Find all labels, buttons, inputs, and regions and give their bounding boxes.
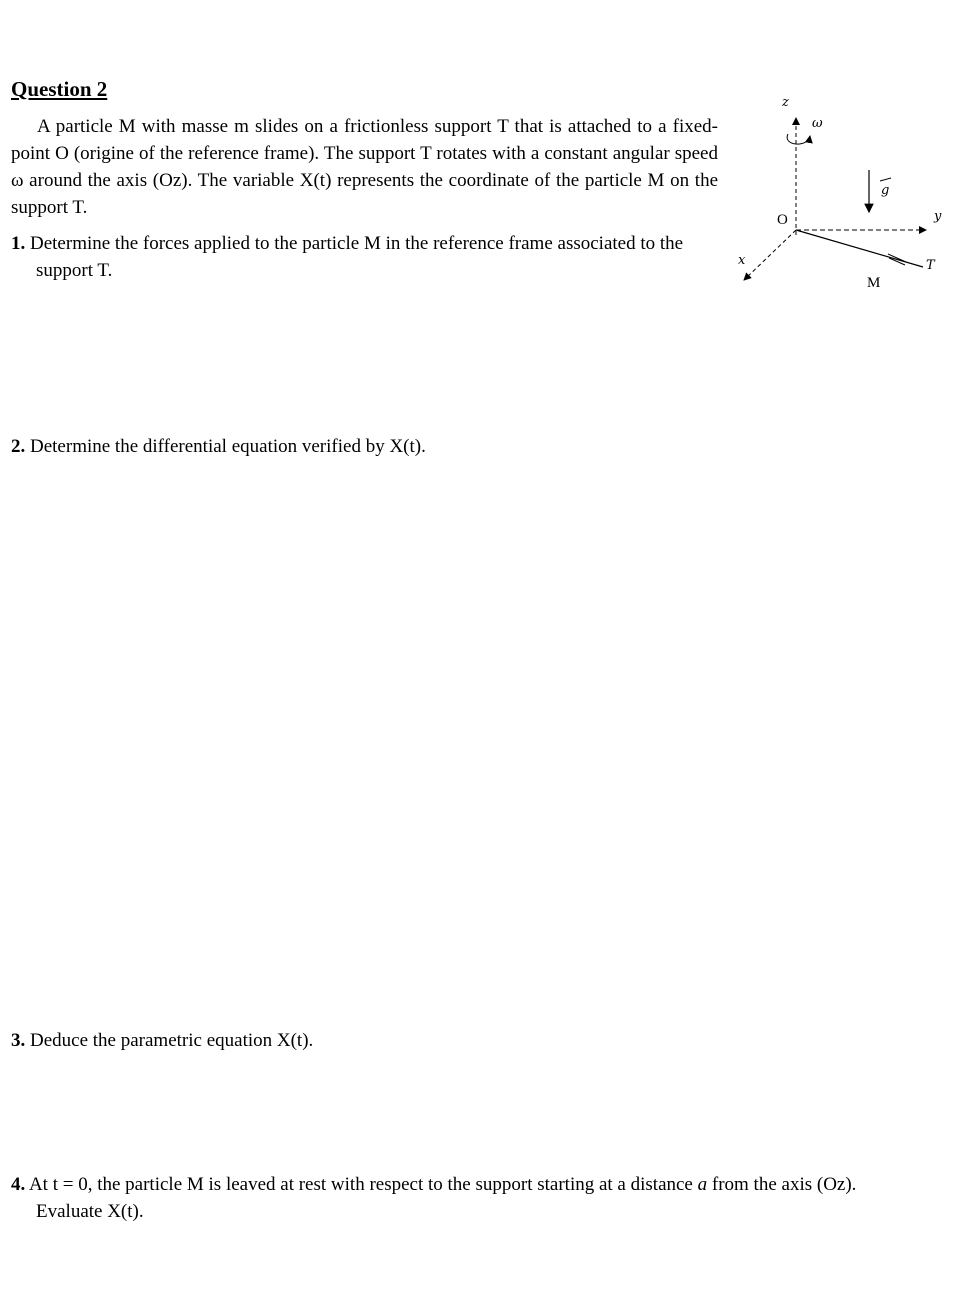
part-2 (11, 434, 896, 461)
part-4-text-before: At t = 0, the particle M is leaved at rest with respect to the support starting at a distance (25, 1174, 698, 1195)
x-axis-label: x (738, 253, 746, 268)
part-4-distance-a: a (697, 1174, 708, 1195)
omega-label: ω (812, 116, 823, 131)
part-3-number: 3. (11, 1030, 26, 1051)
origin-label: O (777, 212, 788, 228)
particle-label: M (867, 275, 881, 291)
problem-statement: A particle M with masse m slides on a frictionless support T that is attached to a fixed-point O (origine of the reference frame). The support T rotates with a constant angular speed ω around the axis (Oz). The variable X(t) represents the coordinate of the particle M on the support T. (11, 116, 718, 218)
part-4-number: 4. (11, 1174, 26, 1195)
part-1-text: Determine the forces applied to the particle M in the reference frame associated to the support T. (25, 233, 684, 281)
question-heading: Question 2 (11, 77, 108, 101)
y-axis-label: y (934, 209, 942, 224)
rotating-support-diagram (730, 90, 960, 300)
part-2-number: 2. (11, 436, 26, 457)
part-3-text: Deduce the parametric equation X(t). (25, 1030, 314, 1051)
part-1 (11, 231, 720, 284)
part-1-number: 1. (11, 233, 26, 254)
part-4-text-after: from the axis (Oz). Evaluate X(t). (36, 1174, 857, 1222)
rotation-arrow-icon (787, 134, 810, 144)
z-axis-label: z (782, 95, 789, 110)
part-4 (11, 1172, 916, 1225)
x-axis (744, 230, 796, 280)
gravity-vector-bar (880, 178, 891, 181)
part-3 (11, 1028, 896, 1055)
support-label: T (926, 258, 935, 273)
gravity-label: g (881, 183, 890, 198)
part-2-text: Determine the differential equation verified by X(t). (25, 436, 426, 457)
